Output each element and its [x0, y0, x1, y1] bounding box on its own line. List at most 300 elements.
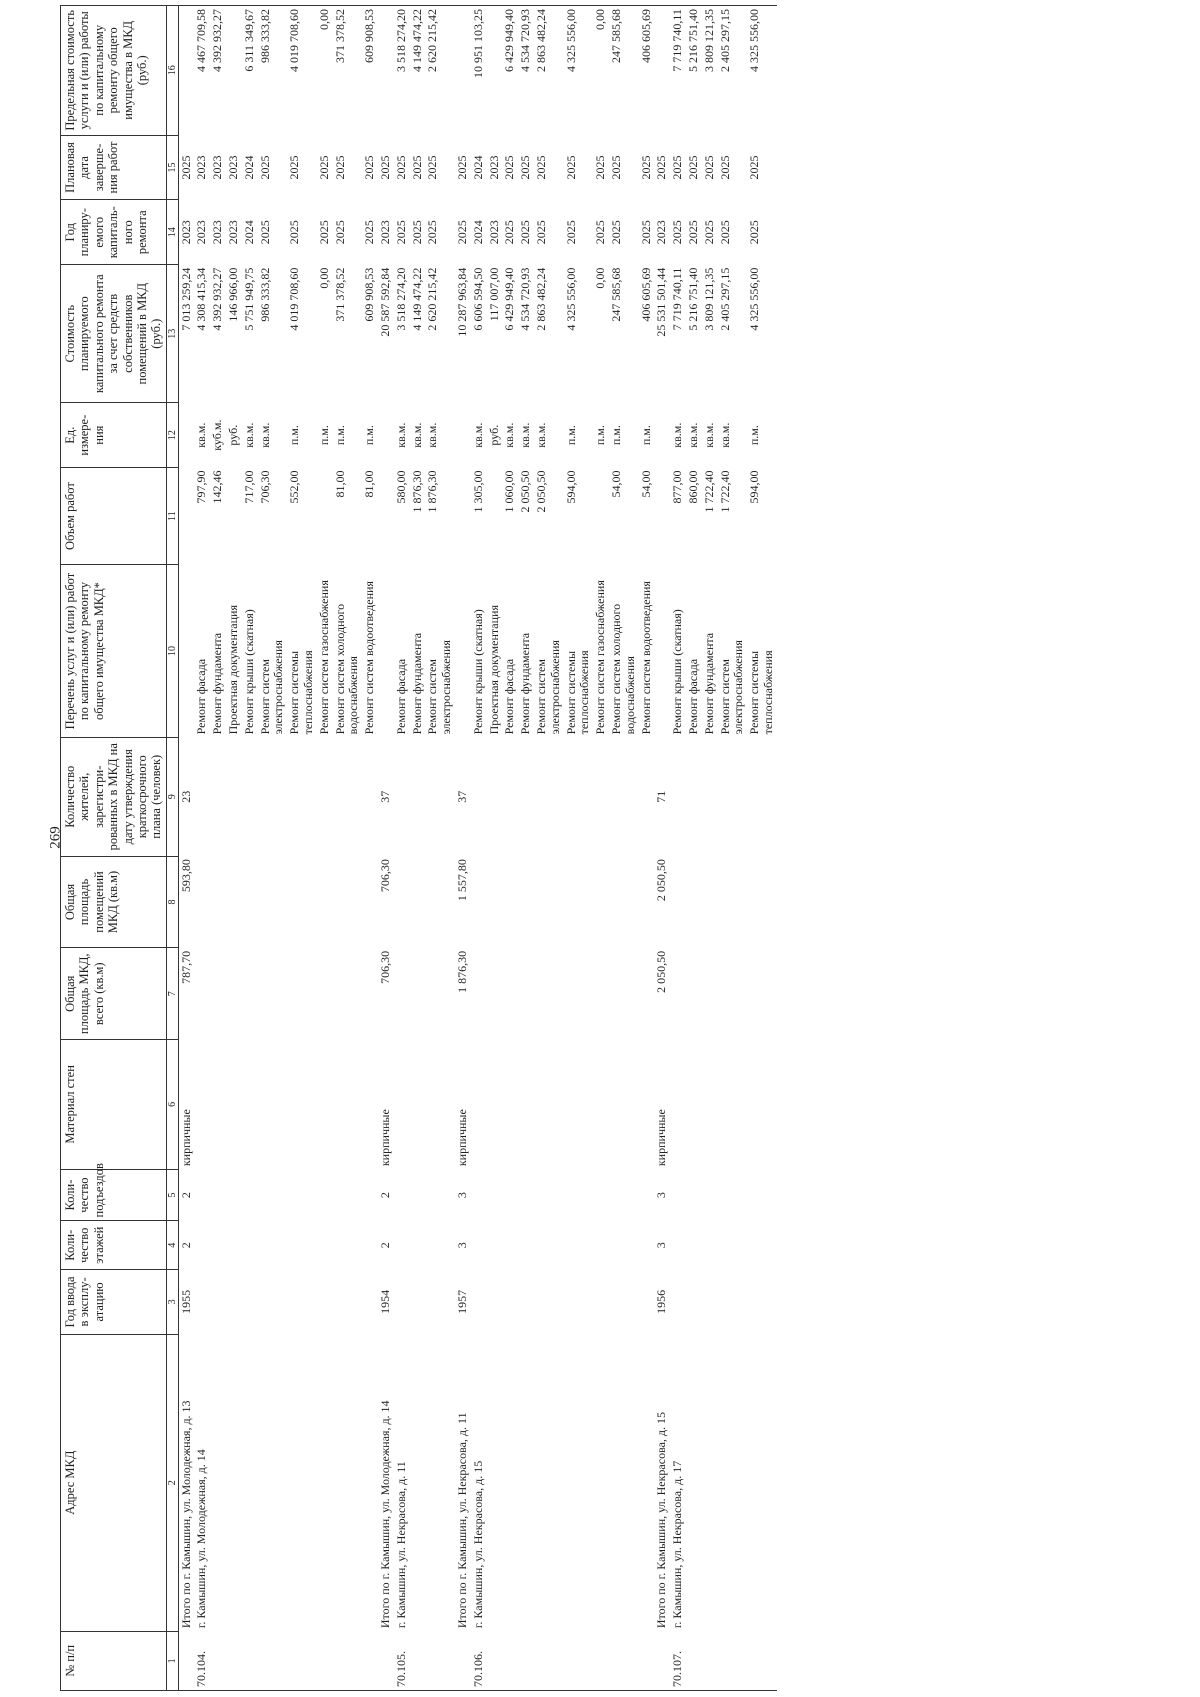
planned-cost-cell: 3 518 274,20	[393, 267, 408, 331]
premises-area-cell	[333, 856, 363, 948]
residents-cell	[593, 737, 609, 856]
planned-cost-cell: 7 719 740,11	[670, 267, 685, 331]
planned-cost-cell: 0,00	[316, 267, 331, 289]
table-row	[686, 6, 702, 1691]
year-commissioned-cell	[518, 1270, 534, 1335]
residents-cell	[747, 737, 777, 856]
table-row	[258, 6, 288, 1691]
floors-cell	[670, 1221, 686, 1270]
work-volume-cell: 717,00	[241, 470, 256, 504]
unit-cell: руб.	[486, 424, 501, 446]
residents-cell	[362, 737, 378, 856]
address-cell	[686, 1334, 702, 1631]
completion-date-cell: 2025	[685, 155, 700, 180]
max-cost-cell: 609 908,53	[362, 6, 378, 136]
premises-area-cell	[287, 856, 317, 948]
address-cell	[564, 1334, 594, 1631]
work-type-cell: Ремонт систем холодного водоснабжения	[608, 603, 637, 735]
work-volume-cell: 81,00	[362, 470, 377, 498]
entrances-cell	[593, 1169, 609, 1221]
year-commissioned-cell	[471, 1270, 487, 1335]
planned-cost-cell: 7 013 259,24	[178, 267, 193, 331]
address-cell	[747, 1334, 777, 1631]
planned-year-cell: 2023	[486, 220, 501, 245]
row-number-cell	[702, 1631, 718, 1690]
table-row	[654, 6, 670, 1691]
wall-material-cell	[747, 1040, 777, 1170]
unit-cell: кв.м.	[670, 422, 685, 448]
address-cell: г. Камышин, ул. Некрасова, д. 11	[393, 1461, 408, 1629]
unit-cell: кв.м.	[533, 422, 548, 448]
unit-cell	[378, 403, 394, 468]
total-area-cell	[471, 948, 487, 1040]
premises-area-cell	[593, 856, 609, 948]
completion-date-cell: 2025	[425, 155, 440, 180]
table-row	[410, 6, 426, 1691]
address-cell	[333, 1334, 363, 1631]
entrances-cell	[518, 1169, 534, 1221]
planned-year-cell: 2023	[377, 220, 392, 245]
work-type-cell: Ремонт крыши (скатная)	[670, 609, 685, 735]
column-number: 16	[166, 6, 178, 136]
entrances-cell	[333, 1169, 363, 1221]
total-area-cell	[242, 948, 258, 1040]
work-type-cell: Ремонт системы теплоснабжения	[747, 650, 775, 735]
work-volume-cell: 54,00	[638, 470, 653, 498]
work-type-cell: Ремонт фундамента	[701, 632, 716, 735]
floors-cell	[639, 1221, 655, 1270]
column-number: 10	[166, 565, 178, 738]
planned-year-cell: 2025	[593, 220, 608, 245]
total-area-cell	[670, 948, 686, 1040]
table-row	[362, 6, 378, 1691]
planned-cost-cell: 20 587 592,84	[377, 267, 392, 337]
work-type-cell: Ремонт фасада	[194, 658, 209, 735]
completion-date-cell: 2025	[393, 155, 408, 180]
table-row	[670, 6, 686, 1691]
work-type-cell: Ремонт фундамента	[210, 632, 225, 735]
max-cost-cell: 0,00	[593, 6, 609, 136]
completion-date-cell: 2024	[470, 155, 485, 180]
wall-material-cell	[639, 1040, 655, 1170]
row-number-cell	[362, 1631, 378, 1690]
column-header: Материал стен	[61, 1040, 167, 1170]
year-commissioned-cell: 1954	[377, 1289, 392, 1314]
planned-year-cell: 2023	[226, 220, 241, 245]
address-cell	[639, 1334, 655, 1631]
unit-cell	[654, 403, 670, 468]
premises-area-cell	[210, 856, 226, 948]
table-row	[471, 6, 487, 1691]
total-area-cell	[639, 948, 655, 1040]
total-area-cell	[425, 948, 455, 1040]
max-cost-cell	[455, 6, 471, 136]
table-row	[455, 6, 471, 1691]
wall-material-cell	[487, 1040, 503, 1170]
residents-cell	[242, 737, 258, 856]
column-number: 12	[166, 403, 178, 468]
premises-area-cell	[609, 856, 639, 948]
unit-cell: кв.м.	[470, 422, 485, 448]
column-number-row	[166, 6, 178, 1691]
work-type-cell: Ремонт системы теплоснабжения	[287, 650, 315, 735]
floors-cell	[333, 1221, 363, 1270]
row-number-cell	[502, 1631, 518, 1690]
total-area-cell: 706,30	[377, 950, 392, 984]
residents-cell	[194, 737, 210, 856]
completion-date-cell: 2025	[654, 155, 669, 180]
total-area-cell	[686, 948, 702, 1040]
completion-date-cell: 2025	[533, 155, 548, 180]
planned-cost-cell: 5 216 751,40	[685, 267, 700, 331]
residents-cell	[518, 737, 534, 856]
wall-material-cell	[317, 1040, 333, 1170]
row-number-cell	[333, 1631, 363, 1690]
table-row	[210, 6, 226, 1691]
planned-cost-cell: 2 620 215,42	[425, 267, 440, 331]
completion-date-cell: 2025	[701, 155, 716, 180]
completion-date-cell: 2025	[257, 155, 272, 180]
floors-cell	[534, 1221, 564, 1270]
floors-cell	[226, 1221, 242, 1270]
address-cell: г. Камышин, ул. Молодежная, д. 14	[194, 1449, 209, 1629]
max-cost-cell	[487, 6, 503, 136]
entrances-cell	[471, 1169, 487, 1221]
year-commissioned-cell	[410, 1270, 426, 1335]
work-volume-cell: 1 722,40	[701, 470, 716, 513]
address-cell	[702, 1334, 718, 1631]
premises-area-cell	[362, 856, 378, 948]
planned-cost-cell: 371 378,52	[332, 267, 347, 322]
work-volume-cell: 142,46	[210, 470, 225, 504]
completion-date-cell: 2023	[194, 155, 209, 180]
address-cell: Итого по г. Камышин, ул. Некрасова, д. 11	[454, 1412, 469, 1629]
planned-year-cell: 2025	[701, 220, 716, 245]
address-cell	[718, 1334, 748, 1631]
year-commissioned-cell	[425, 1270, 455, 1335]
work-volume-cell: 552,00	[287, 470, 302, 504]
completion-date-cell: 2025	[747, 155, 762, 180]
table-row	[609, 6, 639, 1691]
row-number-cell	[287, 1631, 317, 1690]
entrances-cell	[410, 1169, 426, 1221]
entrances-cell	[425, 1169, 455, 1221]
row-number-cell	[178, 1631, 194, 1690]
table-row	[593, 6, 609, 1691]
residents-cell	[226, 737, 242, 856]
premises-area-cell	[242, 856, 258, 948]
wall-material-cell	[564, 1040, 594, 1170]
work-volume-cell: 1 305,00	[470, 470, 485, 513]
completion-date-cell: 2025	[638, 155, 653, 180]
floors-cell: 2	[178, 1242, 193, 1249]
row-number-cell	[317, 1631, 333, 1690]
unit-cell: п.м.	[287, 425, 302, 446]
floors-cell	[471, 1221, 487, 1270]
completion-date-cell: 2024	[241, 155, 256, 180]
total-area-cell	[534, 948, 564, 1040]
row-number-cell	[258, 1631, 288, 1690]
work-volume-cell: 594,00	[747, 470, 762, 504]
wall-material-cell	[242, 1040, 258, 1170]
wall-material-cell	[287, 1040, 317, 1170]
premises-area-cell	[194, 856, 210, 948]
table-row	[564, 6, 594, 1691]
premises-area-cell	[686, 856, 702, 948]
work-volume-cell: 1 876,30	[409, 470, 424, 513]
residents-cell: 23	[178, 790, 193, 803]
floors-cell	[487, 1221, 503, 1270]
max-cost-cell: 2 620 215,42	[425, 6, 455, 136]
completion-date-cell: 2025	[717, 155, 732, 180]
max-cost-cell: 406 605,69	[639, 6, 655, 136]
address-cell: Итого по г. Камышин, ул. Молодежная, д. 13	[178, 1400, 193, 1629]
residents-cell: 37	[377, 790, 392, 803]
unit-cell	[455, 403, 471, 468]
work-volume-cell	[226, 468, 242, 565]
column-number: 8	[166, 856, 178, 948]
wall-material-cell	[518, 1040, 534, 1170]
completion-date-cell: 2025	[377, 155, 392, 180]
completion-date-cell: 2023	[486, 155, 501, 180]
year-commissioned-cell	[333, 1270, 363, 1335]
row-number-cell	[410, 1631, 426, 1690]
work-type-cell: Ремонт фундамента	[409, 632, 424, 735]
work-volume-cell	[487, 468, 503, 565]
address-cell	[317, 1334, 333, 1631]
residents-cell	[425, 737, 455, 856]
work-type-cell: Ремонт систем электроснабжения	[717, 640, 746, 735]
total-area-cell	[410, 948, 426, 1040]
total-area-cell: 787,70	[178, 950, 193, 984]
table-row	[534, 6, 564, 1691]
entrances-cell	[258, 1169, 288, 1221]
column-header: Предельная стоимость услуги и (или) работы по капитальному ремонту общего имущества в МКД (руб.)	[61, 6, 167, 136]
planned-cost-cell: 247 585,68	[608, 267, 623, 322]
residents-cell	[287, 737, 317, 856]
planned-cost-cell: 4 325 556,00	[563, 267, 578, 331]
total-area-cell	[210, 948, 226, 1040]
unit-cell: кв.м.	[409, 422, 424, 448]
max-cost-cell	[226, 6, 242, 136]
wall-material-cell	[425, 1040, 455, 1170]
planned-year-cell: 2023	[210, 220, 225, 245]
row-number-cell	[226, 1631, 242, 1690]
residents-cell	[686, 737, 702, 856]
address-cell: Итого по г. Камышин, ул. Молодежная, д. 14	[377, 1400, 392, 1629]
planned-cost-cell: 4 325 556,00	[747, 267, 762, 331]
table-row	[425, 6, 455, 1691]
residents-cell	[502, 737, 518, 856]
premises-area-cell: 706,30	[377, 859, 392, 893]
address-cell	[258, 1334, 288, 1631]
planned-year-cell: 2025	[316, 220, 331, 245]
wall-material-cell	[410, 1040, 426, 1170]
residents-cell	[670, 737, 686, 856]
premises-area-cell	[226, 856, 242, 948]
work-type-cell: Ремонт систем электроснабжения	[425, 640, 454, 735]
planned-year-cell: 2025	[638, 220, 653, 245]
total-area-cell	[317, 948, 333, 1040]
work-volume-cell: 594,00	[563, 470, 578, 504]
completion-date-cell: 2025	[362, 155, 377, 180]
planned-year-cell: 2025	[287, 220, 302, 245]
completion-date-cell: 2025	[316, 155, 331, 180]
planned-cost-cell: 4 534 720,93	[518, 267, 533, 331]
max-cost-cell: 10 951 103,25	[471, 6, 487, 136]
address-cell	[518, 1334, 534, 1631]
max-cost-cell	[178, 6, 194, 136]
work-volume-cell: 706,30	[257, 470, 272, 504]
row-number-cell	[487, 1631, 503, 1690]
table-row	[242, 6, 258, 1691]
wall-material-cell: кирпичные	[654, 1109, 669, 1167]
residents-cell	[210, 737, 226, 856]
total-area-cell	[287, 948, 317, 1040]
unit-cell: кв.м.	[194, 422, 209, 448]
floors-cell	[702, 1221, 718, 1270]
total-area-cell	[362, 948, 378, 1040]
residents-cell	[609, 737, 639, 856]
work-type-cell: Проектная документация	[486, 605, 501, 735]
column-number: 1	[166, 1631, 178, 1690]
residents-cell	[564, 737, 594, 856]
residents-cell	[410, 737, 426, 856]
column-number: 3	[166, 1270, 178, 1335]
table-row	[394, 6, 410, 1691]
max-cost-cell: 6 429 949,40	[502, 6, 518, 136]
column-number: 7	[166, 948, 178, 1040]
work-type-cell: Ремонт фасада	[393, 658, 408, 735]
work-type-cell: Ремонт крыши (скатная)	[241, 609, 256, 735]
address-cell	[287, 1334, 317, 1631]
work-type-cell: Ремонт фасада	[685, 658, 700, 735]
max-cost-cell: 4 325 556,00	[564, 6, 594, 136]
work-type-cell: Ремонт системы теплоснабжения	[563, 650, 592, 735]
column-number: 14	[166, 200, 178, 265]
planned-cost-cell: 146 966,00	[226, 267, 241, 322]
year-commissioned-cell	[194, 1270, 210, 1335]
wall-material-cell	[718, 1040, 748, 1170]
work-type-cell	[455, 565, 471, 738]
max-cost-cell: 4 149 474,22	[410, 6, 426, 136]
max-cost-cell: 4 019 708,60	[287, 6, 317, 136]
column-header: № п/п	[61, 1631, 167, 1690]
entrances-cell	[194, 1169, 210, 1221]
planned-year-cell: 2025	[502, 220, 517, 245]
max-cost-cell: 4 392 932,27	[210, 6, 226, 136]
entrances-cell	[362, 1169, 378, 1221]
wall-material-cell	[609, 1040, 639, 1170]
floors-cell	[394, 1221, 410, 1270]
max-cost-cell: 247 585,68	[609, 6, 639, 136]
year-commissioned-cell: 1956	[654, 1289, 669, 1314]
planned-year-cell: 2024	[241, 220, 256, 245]
entrances-cell	[639, 1169, 655, 1221]
max-cost-cell: 3 809 121,35	[702, 6, 718, 136]
row-number-cell	[518, 1631, 534, 1690]
max-cost-cell	[654, 6, 670, 136]
table-row	[178, 6, 194, 1691]
planned-cost-cell: 4 019 708,60	[287, 267, 302, 331]
max-cost-cell: 2 405 297,15	[718, 6, 748, 136]
planned-cost-cell: 5 751 949,75	[241, 267, 256, 331]
work-volume-cell	[654, 468, 670, 565]
year-commissioned-cell	[747, 1270, 777, 1335]
floors-cell	[502, 1221, 518, 1270]
floors-cell: 2	[377, 1242, 392, 1249]
work-type-cell: Ремонт систем водоотведения	[362, 581, 377, 735]
wall-material-cell	[362, 1040, 378, 1170]
work-volume-cell: 2 050,50	[518, 470, 533, 513]
premises-area-cell	[471, 856, 487, 948]
planned-cost-cell: 117 007,00	[486, 267, 501, 322]
completion-date-cell: 2025	[287, 155, 302, 180]
total-area-cell	[702, 948, 718, 1040]
work-volume-cell	[593, 468, 609, 565]
planned-year-cell: 2023	[654, 220, 669, 245]
floors-cell	[194, 1221, 210, 1270]
year-commissioned-cell	[686, 1270, 702, 1335]
total-area-cell	[226, 948, 242, 1040]
max-cost-cell: 2 863 482,24	[534, 6, 564, 136]
unit-cell	[178, 403, 194, 468]
column-number: 9	[166, 737, 178, 856]
planned-cost-cell: 25 531 501,44	[654, 267, 669, 337]
premises-area-cell	[502, 856, 518, 948]
row-number-cell	[654, 1631, 670, 1690]
work-type-cell: Ремонт крыши (скатная)	[470, 609, 485, 735]
year-commissioned-cell	[210, 1270, 226, 1335]
work-volume-cell: 877,00	[670, 470, 685, 504]
row-number-cell	[425, 1631, 455, 1690]
max-cost-cell: 4 534 720,93	[518, 6, 534, 136]
work-volume-cell	[455, 468, 471, 565]
column-number: 5	[166, 1169, 178, 1221]
row-number-cell	[686, 1631, 702, 1690]
address-cell: г. Камышин, ул. Некрасова, д. 15	[470, 1460, 485, 1629]
floors-cell: 3	[454, 1242, 469, 1249]
column-header: Общая площадь МКД, всего (кв.м)	[61, 948, 167, 1040]
unit-cell: кв.м.	[502, 422, 517, 448]
floors-cell	[518, 1221, 534, 1270]
completion-date-cell: 2025	[409, 155, 424, 180]
column-number: 11	[166, 468, 178, 565]
work-volume-cell	[378, 468, 394, 565]
max-cost-cell: 6 311 349,67	[242, 6, 258, 136]
table-row	[226, 6, 242, 1691]
planned-cost-cell: 6 606 594,50	[470, 267, 485, 331]
unit-cell: кв.м.	[257, 422, 272, 448]
total-area-cell	[502, 948, 518, 1040]
work-volume-cell: 2 050,50	[533, 470, 548, 513]
work-type-cell: Ремонт систем электроснабжения	[257, 640, 286, 735]
entrances-cell: 3	[654, 1192, 669, 1199]
entrances-cell	[686, 1169, 702, 1221]
column-number: 13	[166, 265, 178, 403]
row-number-cell: 70.107.	[670, 1631, 686, 1690]
total-area-cell: 2 050,50	[654, 950, 669, 993]
residents-cell	[702, 737, 718, 856]
max-cost-cell: 4 467 709,58	[194, 6, 210, 136]
completion-date-cell: 2023	[226, 155, 241, 180]
planned-year-cell: 2025	[685, 220, 700, 245]
completion-date-cell: 2025	[593, 155, 608, 180]
floors-cell	[718, 1221, 748, 1270]
year-commissioned-cell	[502, 1270, 518, 1335]
premises-area-cell: 2 050,50	[654, 859, 669, 902]
planned-cost-cell: 4 149 474,22	[409, 267, 424, 331]
